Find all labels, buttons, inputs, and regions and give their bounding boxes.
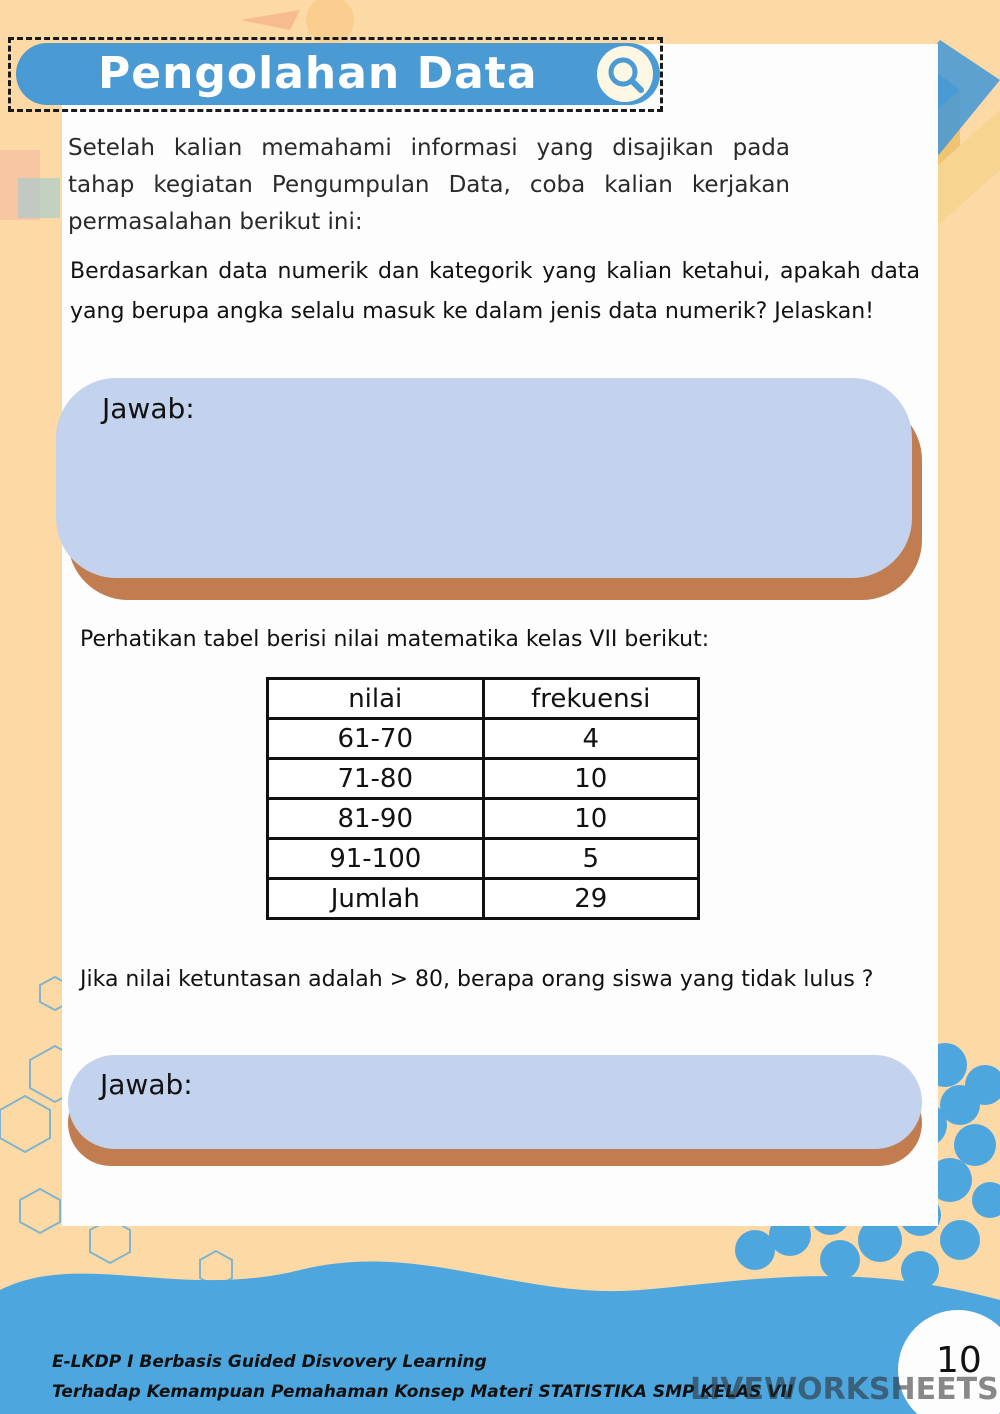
- table-row: [268, 719, 699, 759]
- intro-text: Setelah kalian memahami informasi yang disajikan pada tahap kegiatan Pengumpulan Data, coba kalian kerjakan permasalahan berikut ini:: [68, 135, 790, 235]
- table-cell: 10: [483, 759, 699, 799]
- table-cell: Jumlah: [268, 879, 484, 919]
- page-number: 10: [936, 1340, 982, 1381]
- grades-table: [266, 677, 700, 920]
- column-header-frekuensi: frekuensi: [483, 679, 699, 719]
- answer-2-label: Jawab:: [100, 1068, 193, 1101]
- page-title: Pengolahan Data: [98, 48, 538, 99]
- search-icon: [597, 46, 653, 102]
- table-cell: 91-100: [268, 839, 484, 879]
- table-total-row: [268, 879, 699, 919]
- table-header-row: [268, 679, 699, 719]
- table-cell: 81-90: [268, 799, 484, 839]
- watermark: LIVEWORKSHEETS: [690, 1372, 999, 1407]
- table-cell: 71-80: [268, 759, 484, 799]
- column-header-nilai: nilai: [268, 679, 484, 719]
- table-row: [268, 839, 699, 879]
- table-row: [268, 759, 699, 799]
- table-cell: 29: [483, 879, 699, 919]
- table-cell: 10: [483, 799, 699, 839]
- table-cell: 4: [483, 719, 699, 759]
- question-1: Berdasarkan data numerik dan kategorik yang kalian ketahui, apakah data yang berupa angka selalu masuk ke dalam jenis data numerik? Jelaskan!: [70, 259, 920, 324]
- table-intro: Perhatikan tabel berisi nilai matematika kelas VII berikut:: [80, 627, 710, 652]
- footer-line-1: E-LKDP I Berbasis Guided Disvovery Learning: [52, 1352, 487, 1372]
- table-cell: 61-70: [268, 719, 484, 759]
- table-cell: 5: [483, 839, 699, 879]
- table-row: [268, 799, 699, 839]
- answer-1-label: Jawab:: [102, 392, 195, 425]
- answer-2-input[interactable]: [68, 1055, 922, 1149]
- footer-line-2: Terhadap Kemampuan Pemahaman Konsep Materi STATISTIKA SMP KELAS VII: [52, 1382, 794, 1402]
- question-2: Jika nilai ketuntasan adalah > 80, berapa orang siswa yang tidak lulus ?: [80, 967, 874, 992]
